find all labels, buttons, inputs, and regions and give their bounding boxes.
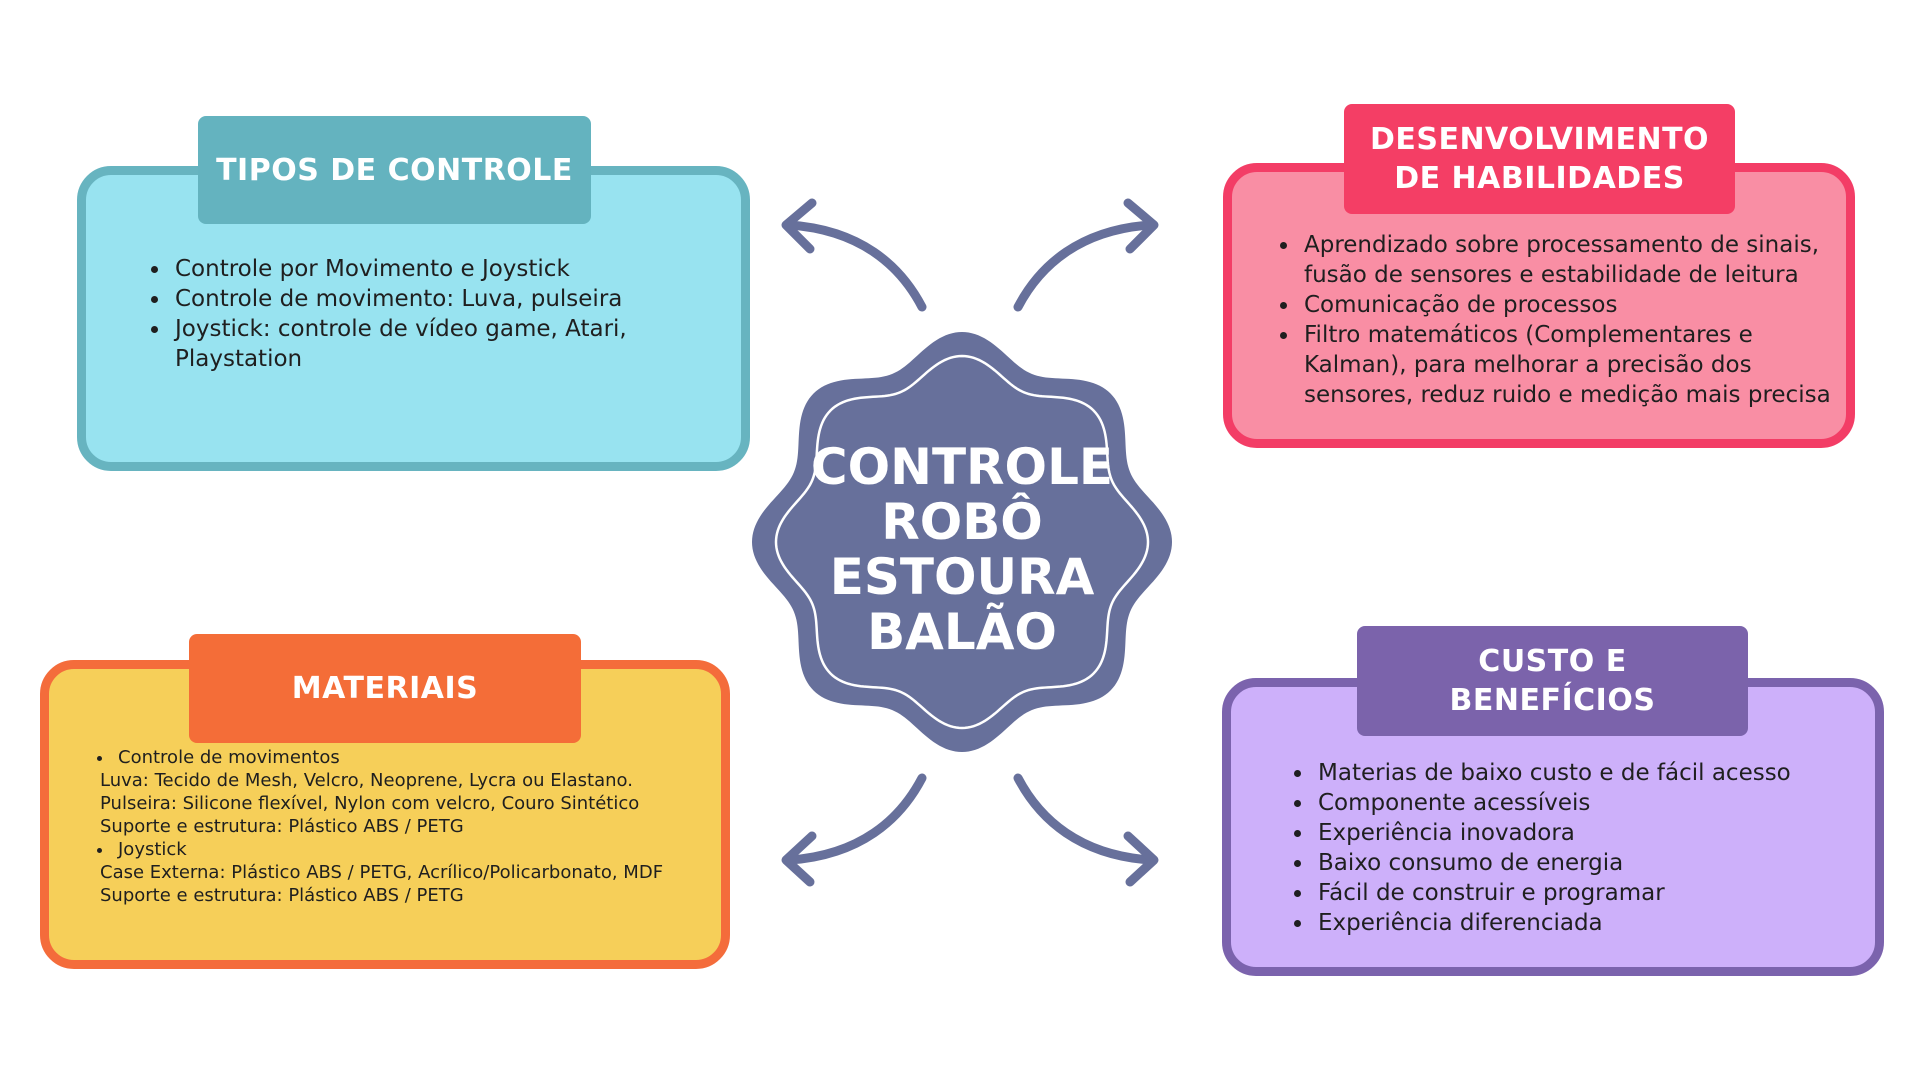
card-heading-desenvolvimento [1344,104,1735,214]
bullet-list [100,746,700,769]
list-item: • Joystick [114,838,700,861]
bullet-list [145,254,705,374]
list-item: • Comunicação de processos [1300,290,1842,320]
arrow-up-right-icon [1010,195,1170,315]
card-body-tipos-de-controle [145,254,705,374]
card-heading-materiais [189,634,581,743]
card-body-materiais [100,746,700,907]
heading-text: MATERIAIS [291,671,479,706]
central-topic-title: CONTROLE ROBÔ ESTOURA BALÃO [810,438,1114,661]
list-item: • Componente acessíveis [1314,788,1848,818]
card-body-custo-e-beneficios [1288,758,1848,938]
heading-text: TIPOS DE CONTROLE [216,152,573,188]
list-item: • Experiência diferenciada [1314,908,1848,938]
card-heading-custo-e-beneficios [1357,626,1748,736]
bullet-list [100,838,700,861]
heading-text: DESENVOLVIMENTO DE HABILIDADES [1369,122,1710,196]
list-item: • Controle por Movimento e Joystick [171,254,705,284]
arrow-down-left-icon [770,770,930,890]
heading-text: CUSTO E BENEFÍCIOS [1449,644,1656,718]
materials-text-block: Case Externa: Plástico ABS / PETG, Acrílico/Policarbonato, MDF Suporte e estrutura: Plástico ABS / PETG [100,862,664,906]
bullet-list [1288,758,1848,938]
card-body-desenvolvimento [1274,230,1842,410]
list-item: • Controle de movimentos [114,746,700,769]
card-heading-tipos-de-controle [198,116,591,224]
list-item: • Filtro matemáticos (Complementares e Kalman), para melhorar a precisão dos sensores, reduz ruido e medição mais precisa [1300,320,1842,410]
arrow-down-right-icon [1010,770,1170,890]
bullet-list [1274,230,1842,410]
arrow-up-left-icon [770,195,930,315]
list-item: • Experiência inovadora [1314,818,1848,848]
list-item: • Controle de movimento: Luva, pulseira [171,284,705,314]
list-item: • Fácil de construir e programar [1314,878,1848,908]
materials-text-block: Luva: Tecido de Mesh, Velcro, Neoprene, Lycra ou Elastano. Pulseira: Silicone flexível, Nylon com velcro, Couro Sintético Suporte e estrutura: Plástico ABS / PETG [100,770,640,837]
list-item: • Aprendizado sobre processamento de sinais, fusão de sensores e estabilidade de leitura [1300,230,1842,290]
list-item: • Materias de baixo custo e de fácil acesso [1314,758,1848,788]
list-item: • Baixo consumo de energia [1314,848,1848,878]
list-item: • Joystick: controle de vídeo game, Atari, Playstation [171,314,705,374]
